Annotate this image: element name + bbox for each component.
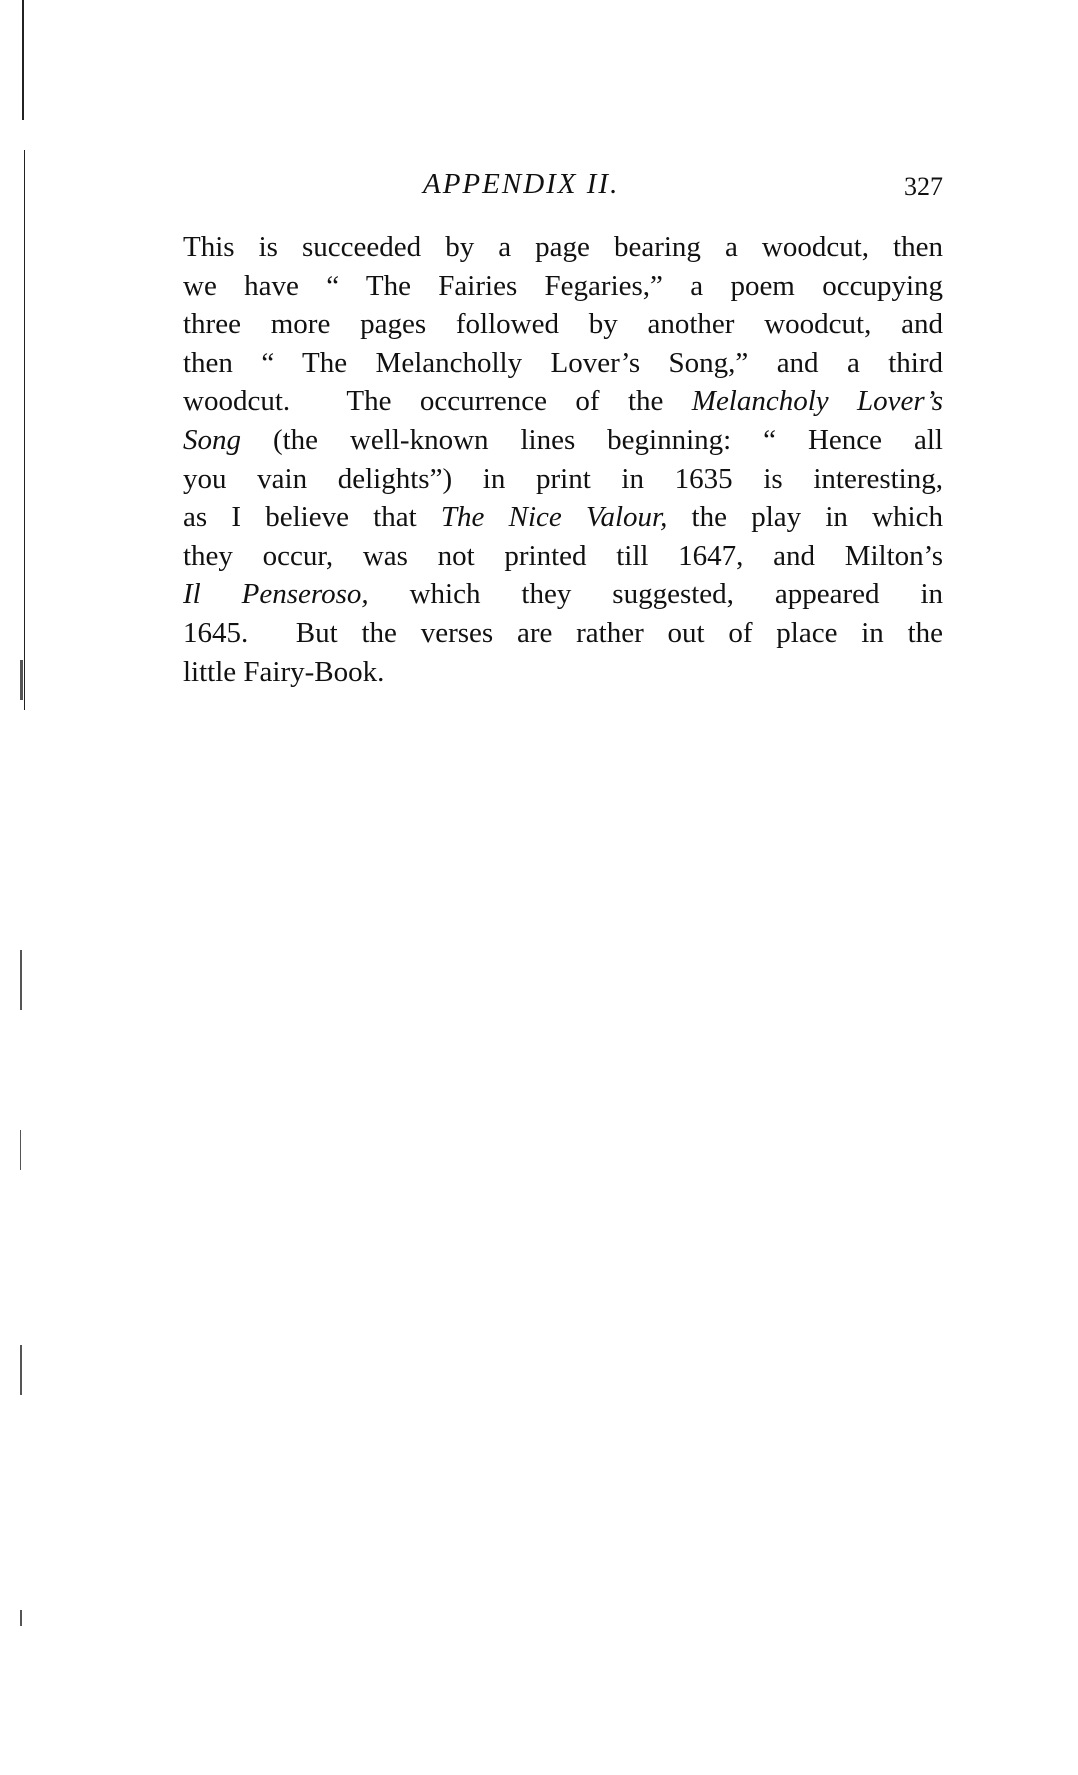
scan-gutter-mark xyxy=(20,1610,22,1626)
line-text: little Fairy-Book. xyxy=(183,655,385,688)
italic-title: Melancholy Lover’s xyxy=(691,385,943,418)
italic-title: Il Penseroso, xyxy=(183,578,369,611)
text-line xyxy=(183,228,943,267)
text-line xyxy=(183,537,943,576)
text-line xyxy=(183,267,943,306)
line-text: we have “ The Fairies Fegaries,” a poem occupying xyxy=(183,269,943,302)
italic-title: Song xyxy=(183,423,241,456)
text-line xyxy=(183,614,943,653)
line-text: (the well-known lines beginning: “ Hence all xyxy=(241,423,943,456)
page-header xyxy=(183,168,943,208)
line-text: which they suggested, appeared in xyxy=(368,578,944,611)
line-text: the play in which xyxy=(667,501,943,534)
line-text: they occur, was not printed till 1647, and Milton’s xyxy=(183,539,943,572)
scan-gutter-mark xyxy=(20,950,22,1010)
text-line xyxy=(183,498,943,537)
text-line xyxy=(183,344,943,383)
text-line xyxy=(183,382,943,421)
text-line xyxy=(183,305,943,344)
line-text: 1645. But the verses are rather out of place in the xyxy=(183,616,943,649)
line-text: as I believe that xyxy=(183,501,441,534)
running-head: APPENDIX II. xyxy=(423,168,620,200)
text-line xyxy=(183,575,943,614)
scan-gutter-mark xyxy=(20,1130,21,1170)
text-line xyxy=(183,421,943,460)
scan-gutter-mark xyxy=(24,150,25,710)
italic-title: The Nice Valour, xyxy=(440,501,668,534)
page-number: 327 xyxy=(904,172,943,201)
text-line xyxy=(183,460,943,499)
scan-gutter-mark xyxy=(22,0,24,120)
body-paragraph xyxy=(183,228,943,691)
line-text: then “ The Melancholly Lover’s Song,” and a third xyxy=(183,346,943,379)
scan-gutter-mark xyxy=(20,1345,22,1395)
line-text: you vain delights”) in print in 1635 is interesting, xyxy=(183,462,943,495)
scan-gutter-mark xyxy=(20,660,23,700)
line-text: woodcut. The occurrence of the xyxy=(183,385,692,418)
line-text: This is succeeded by a page bearing a woodcut, then xyxy=(183,231,943,263)
line-text: three more pages followed by another woodcut, and xyxy=(183,308,943,341)
text-line xyxy=(183,653,943,692)
